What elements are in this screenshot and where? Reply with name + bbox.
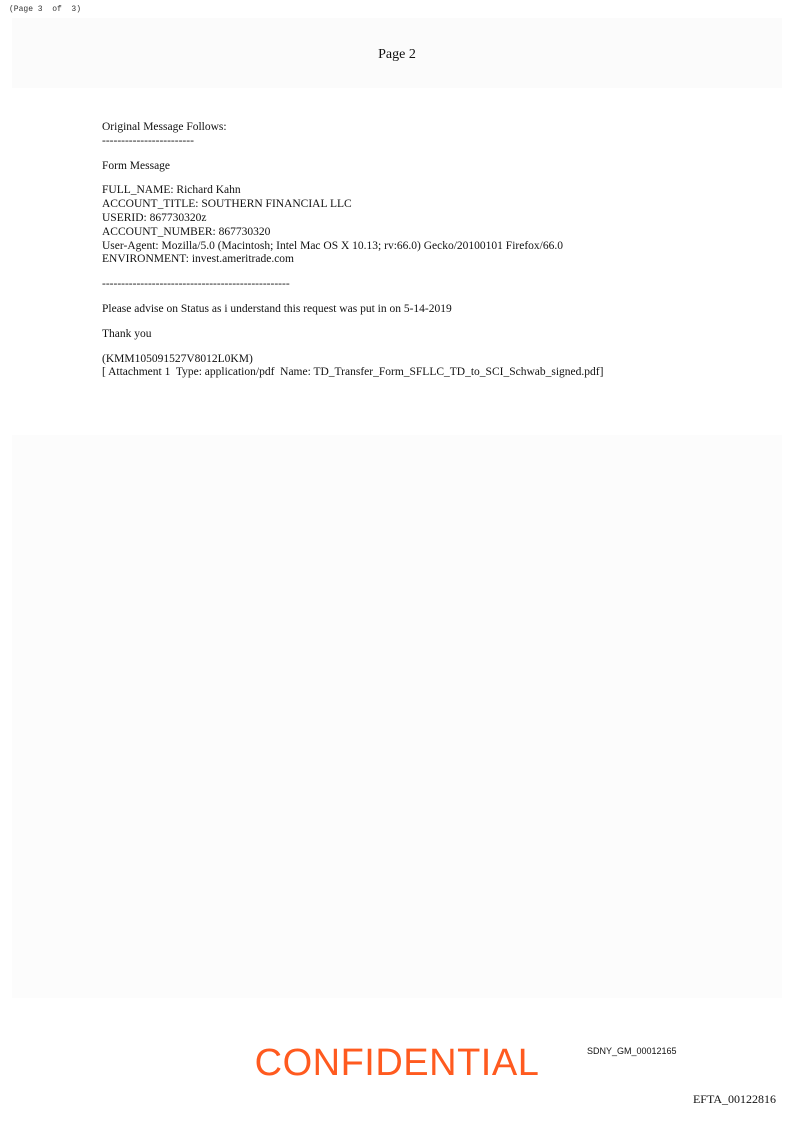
efta-number: EFTA_00122816 [692, 1092, 776, 1106]
page-title: Page 2 [378, 47, 416, 62]
field-environment: ENVIRONMENT: invest.ameritrade.com [102, 253, 295, 266]
bates-number: SDNY_GM_00012165 [587, 1046, 677, 1056]
field-account-title: ACCOUNT_TITLE: SOUTHERN FINANCIAL LLC [102, 198, 352, 211]
field-userid: USERID: 867730320z [102, 211, 207, 224]
field-full-name: FULL_NAME: Richard Kahn [102, 184, 241, 197]
message-text: Please advise on Status as i understand this request was put in on 5-14-2019 [102, 302, 452, 315]
separator-rule: ------------------------------------------------- [102, 278, 290, 291]
field-user-agent: User-Agent: Mozilla/5.0 (Macintosh; Intel Mac OS X 10.13; rv:66.0) Gecko/20100101 Firefox/66.0 [102, 239, 563, 252]
page-counter: (Page 3 of 3) [9, 5, 82, 14]
reference-code: (KMM105091527V8012L0KM) [102, 352, 253, 365]
field-account-number: ACCOUNT_NUMBER: 867730320 [102, 225, 271, 238]
attachment-line: [ Attachment 1 Type: application/pdf Name: TD_Transfer_Form_SFLLC_TD_to_SCI_Schwab_signed.pdf] [102, 366, 604, 379]
closing-text: Thank you [102, 327, 152, 340]
confidential-stamp: CONFIDENTIAL [254, 1042, 540, 1084]
message-intro: Original Message Follows: [102, 121, 227, 133]
form-label: Form Message [102, 159, 171, 172]
blank-area-band [12, 435, 782, 998]
message-body [102, 121, 742, 380]
intro-rule: ------------------------ [102, 134, 194, 147]
